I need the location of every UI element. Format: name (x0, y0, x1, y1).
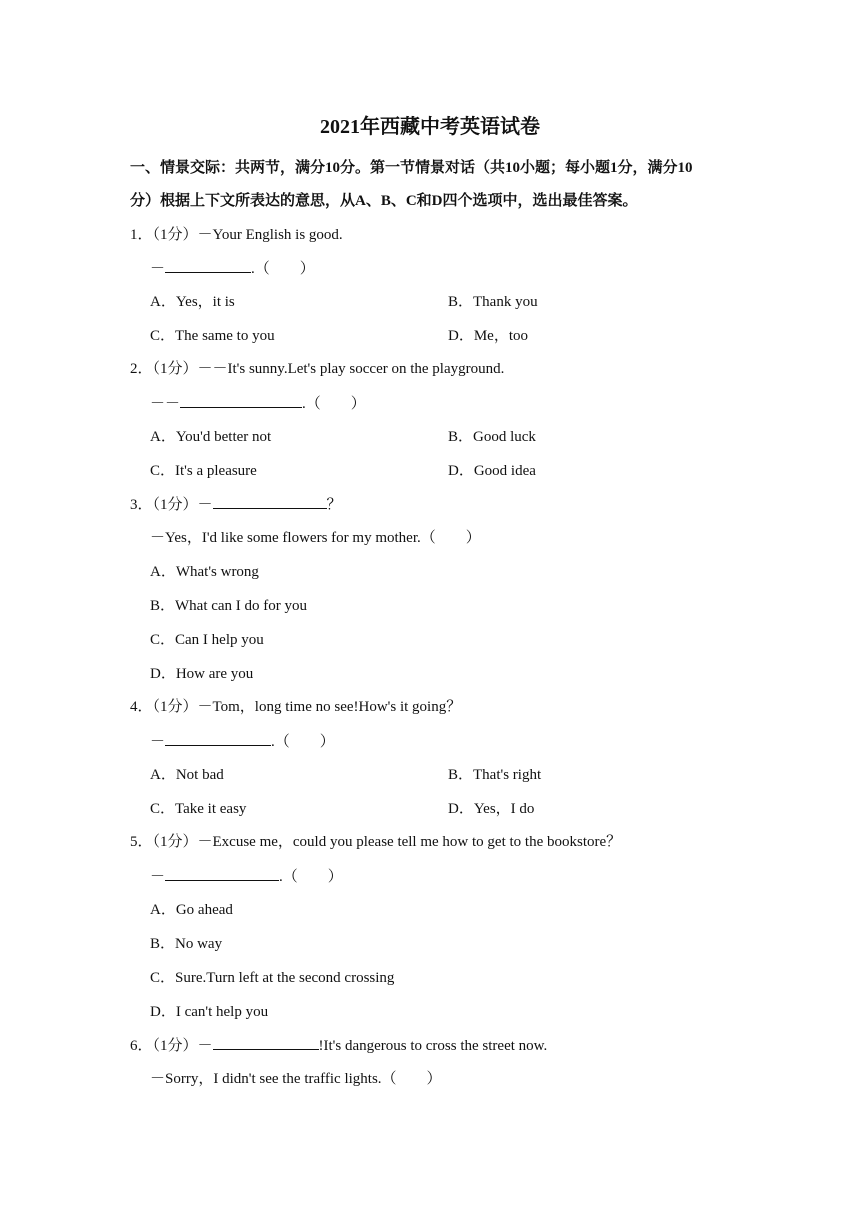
answer-blank[interactable] (213, 494, 327, 509)
question-5-stem: 5．（1分）－Excuse me，could you please tell me how to get to the bookstore？ (130, 834, 622, 850)
question-5-prompt (150, 866, 343, 887)
question-3-stem (130, 494, 342, 515)
question-5-option-c[interactable]: C．Sure.Turn left at the second crossing (150, 970, 395, 986)
question-6-stem-prefix: 6．（1分）－ (130, 1038, 213, 1054)
question-4-option-b[interactable]: B．That's right (448, 767, 542, 783)
question-1-option-b[interactable]: B．Thank you (448, 294, 538, 310)
section-instructions-line-2: 分）根据上下文所表达的意思，从A、B、C和D四个选项中，选出最佳答案。 (130, 193, 638, 209)
question-5-prompt-suffix: .（ ） (279, 869, 343, 885)
question-2-option-d[interactable]: D．Good idea (448, 463, 536, 479)
question-1-option-c[interactable]: C．The same to you (150, 328, 275, 344)
question-2-prompt (150, 393, 366, 414)
question-5-option-d[interactable]: D．I can't help you (150, 1004, 269, 1020)
question-3-option-b[interactable]: B．What can I do for you (150, 598, 308, 614)
question-3-option-c[interactable]: C．Can I help you (150, 632, 264, 648)
question-6-prompt: －Sorry，I didn't see the traffic lights.（ ） (150, 1071, 442, 1087)
question-1-stem: 1．（1分）－Your English is good. (130, 227, 343, 243)
question-6-stem-suffix: !It's dangerous to cross the street now. (318, 1038, 548, 1054)
question-2-stem: 2．（1分）－－It's sunny.Let's play soccer on the playground. (130, 361, 505, 377)
question-2-prompt-prefix: －－ (150, 396, 181, 412)
question-1-prompt-prefix: － (150, 261, 166, 277)
question-4-prompt-prefix: － (150, 734, 166, 750)
question-2-option-b[interactable]: B．Good luck (448, 429, 536, 445)
question-3-prompt: －Yes，I'd like some flowers for my mother.（ ） (150, 530, 481, 546)
question-4-prompt-suffix: .（ ） (271, 734, 335, 750)
question-2-option-a[interactable]: A．You'd better not (150, 429, 272, 445)
answer-blank[interactable] (165, 731, 271, 746)
question-3-stem-suffix: ？ (326, 497, 342, 513)
question-1-option-d[interactable]: D．Me，too (448, 328, 528, 344)
question-5-option-b[interactable]: B．No way (150, 936, 223, 952)
question-5-option-a[interactable]: A．Go ahead (150, 902, 233, 918)
question-4-option-d[interactable]: D．Yes，I do (448, 801, 535, 817)
question-1-prompt (150, 258, 315, 279)
answer-blank[interactable] (165, 866, 279, 881)
question-6-stem (130, 1035, 547, 1056)
question-2-prompt-suffix: .（ ） (302, 396, 366, 412)
answer-blank[interactable] (165, 258, 251, 273)
question-4-option-a[interactable]: A．Not bad (150, 767, 224, 783)
exam-title: 2021年西藏中考英语试卷 (320, 116, 540, 138)
question-3-option-a[interactable]: A．What's wrong (150, 564, 259, 580)
question-4-stem: 4．（1分）－Tom，long time no see!How's it going？ (130, 699, 462, 715)
answer-blank[interactable] (180, 393, 302, 408)
question-2-option-c[interactable]: C．It's a pleasure (150, 463, 257, 479)
question-3-option-d[interactable]: D．How are you (150, 666, 254, 682)
question-1-prompt-suffix: .（ ） (251, 261, 315, 277)
question-4-prompt (150, 731, 335, 752)
question-5-prompt-prefix: － (150, 869, 166, 885)
question-3-stem-prefix: 3．（1分）－ (130, 497, 213, 513)
question-4-option-c[interactable]: C．Take it easy (150, 801, 247, 817)
question-1-option-a[interactable]: A．Yes，it is (150, 294, 235, 310)
answer-blank[interactable] (213, 1035, 319, 1050)
section-instructions-line-1: 一、情景交际：共两节，满分10分。第一节情景对话（共10小题；每小题1分，满分10 (130, 160, 693, 176)
